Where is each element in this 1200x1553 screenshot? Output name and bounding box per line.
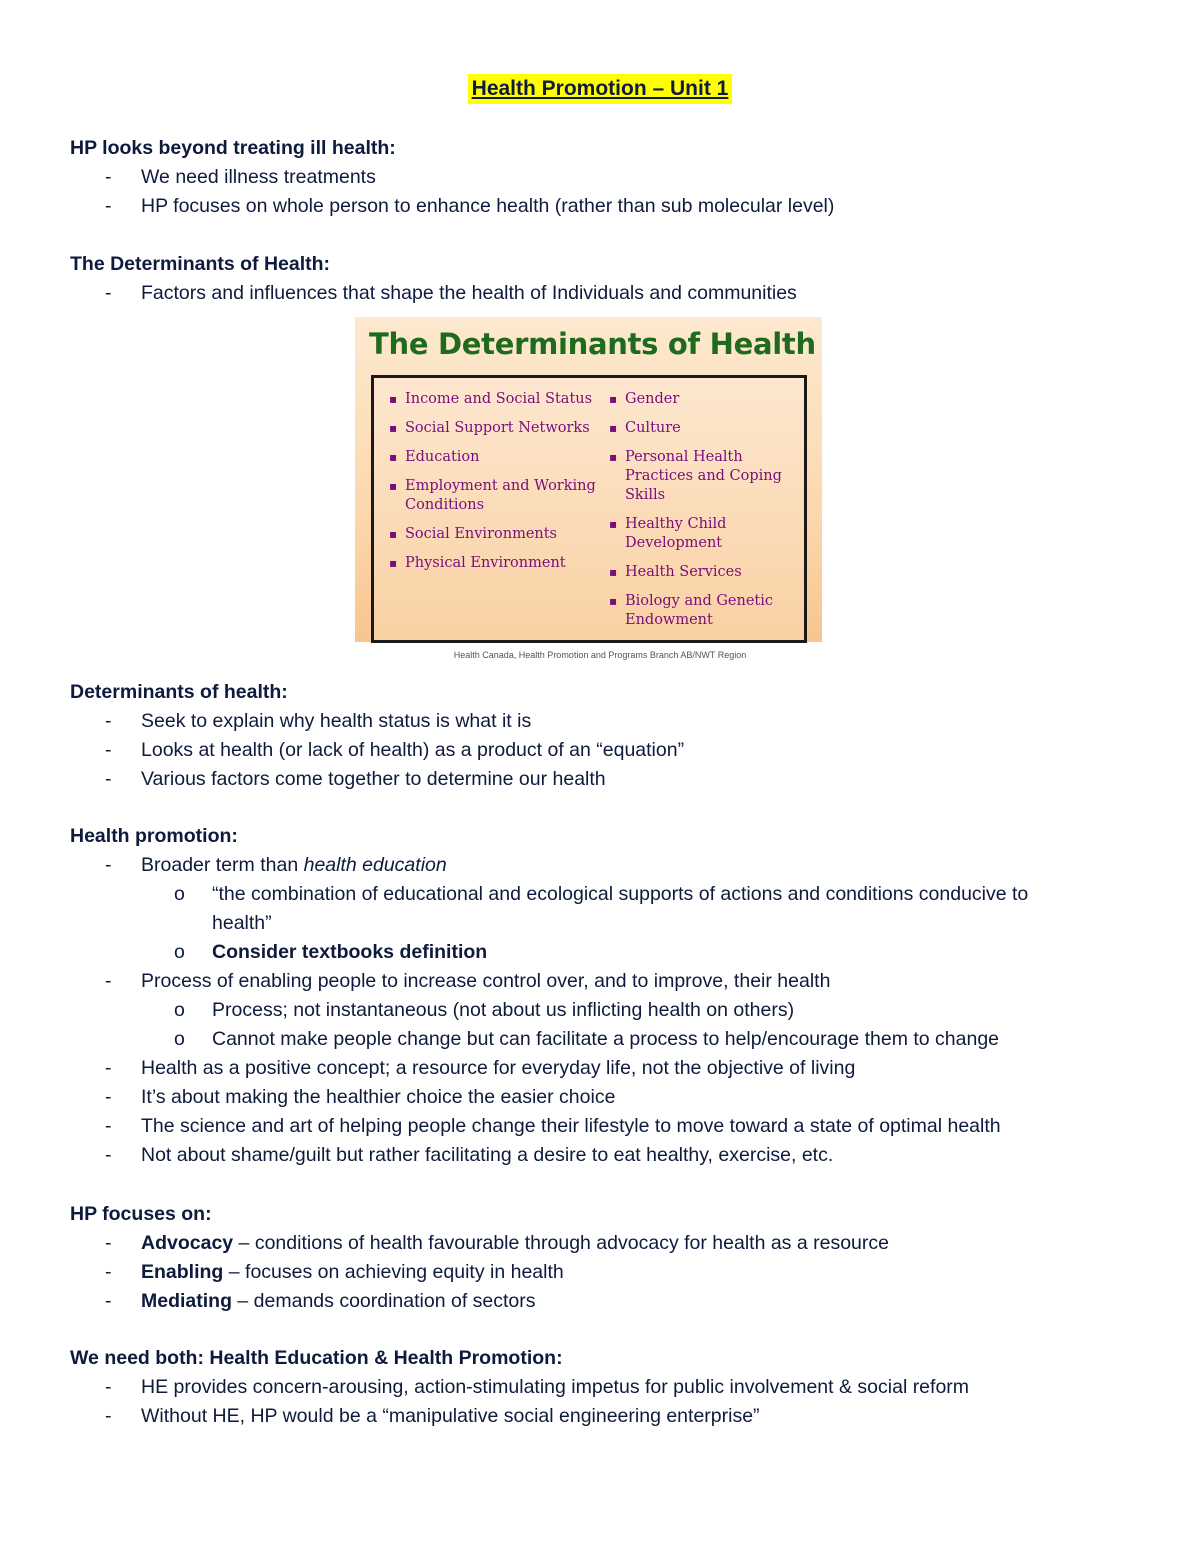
list-item: - Health as a positive concept; a resource for everyday life, not the objective of living: [105, 1057, 856, 1079]
list-item: - The science and art of helping people change their lifestyle to move toward a state of optimal health: [105, 1115, 1001, 1137]
bullet-icon: ▪: [389, 421, 398, 435]
list-item: - Process of enabling people to increase control over, and to improve, their health: [105, 970, 831, 992]
figure-item: ▪ Social Environments: [389, 526, 558, 542]
section-need-both: [70, 1344, 1150, 1431]
determinants-figure: [355, 317, 822, 642]
bullet-icon: ▪: [609, 392, 618, 406]
section-health-promotion: [70, 822, 1150, 1170]
bullet-icon: ▪: [609, 421, 618, 435]
bullet-icon: ▪: [609, 565, 618, 579]
bullet-icon: ▪: [389, 479, 398, 493]
list-item: - Enabling – focuses on achieving equity in health: [105, 1261, 564, 1283]
list-item: - We need illness treatments: [105, 166, 376, 188]
bullet-icon: ▪: [609, 517, 618, 531]
bullet-icon: ▪: [609, 450, 618, 464]
list-item: - Advocacy – conditions of health favourable through advocacy for health as a resource: [105, 1232, 889, 1254]
figure-item: ▪ Healthy Child Development: [609, 516, 727, 551]
page-title: Health Promotion – Unit 1: [468, 74, 733, 104]
list-item: - Broader term than health education: [105, 854, 447, 876]
section-determinants: [70, 250, 1150, 308]
list-item: - HP focuses on whole person to enhance health (rather than sub molecular level): [105, 195, 835, 217]
section-heading: HP focuses on:: [70, 1203, 212, 1225]
bullet-icon: ▪: [609, 594, 618, 608]
section-heading: Health promotion:: [70, 825, 238, 847]
bullet-icon: ▪: [389, 527, 398, 541]
section-heading: We need both: Health Education & Health Promotion:: [70, 1347, 563, 1369]
section-determinants-of-health: [70, 678, 1150, 794]
figure-item: ▪ Social Support Networks: [389, 420, 590, 436]
sub-list-item: o Consider textbooks definition: [174, 941, 488, 963]
section-heading: The Determinants of Health:: [70, 253, 331, 275]
section-hp-focuses: [70, 1200, 1150, 1316]
sub-list-item: o Process; not instantaneous (not about us inflicting health on others): [174, 999, 795, 1021]
section-heading: HP looks beyond treating ill health:: [70, 137, 396, 159]
figure-item: ▪ Biology and Genetic Endowment: [609, 593, 774, 628]
title-container: [0, 74, 1200, 104]
figure-title: The Determinants of Health: [369, 327, 816, 361]
section-heading: Determinants of health:: [70, 681, 288, 703]
sub-list-item-continuation: health”: [212, 912, 272, 934]
list-item: - Factors and influences that shape the health of Individuals and communities: [105, 282, 797, 304]
list-item: - Various factors come together to determine our health: [105, 768, 606, 790]
figure-item: ▪ Culture: [609, 420, 681, 436]
section-hp-beyond: [70, 134, 1150, 221]
bullet-icon: ▪: [389, 450, 398, 464]
figure-item: ▪ Personal Health Practices and Coping Skills: [609, 449, 782, 503]
figure-left-column: [386, 390, 598, 583]
list-item: - Without HE, HP would be a “manipulative social engineering enterprise”: [105, 1405, 760, 1427]
figure-item: ▪ Gender: [609, 391, 680, 407]
sub-list-item: o Cannot make people change but can facilitate a process to help/encourage them to change: [174, 1028, 1000, 1050]
list-item: - Not about shame/guilt but rather facilitating a desire to eat healthy, exercise, etc.: [105, 1144, 834, 1166]
figure-item: ▪ Employment and Working Conditions: [389, 478, 596, 513]
list-item: - Looks at health (or lack of health) as a product of an “equation”: [105, 739, 685, 761]
list-item: - HE provides concern-arousing, action-stimulating impetus for public involvement & social reform: [105, 1376, 970, 1398]
bullet-icon: ▪: [389, 392, 398, 406]
figure-box: [371, 375, 807, 643]
figure-item: ▪ Income and Social Status: [389, 391, 593, 407]
figure-item: ▪ Education: [389, 449, 480, 465]
list-item: - It’s about making the healthier choice the easier choice: [105, 1086, 616, 1108]
figure-caption: Health Canada, Health Promotion and Programs Branch AB/NWT Region: [453, 650, 747, 660]
list-item: - Mediating – demands coordination of sectors: [105, 1290, 536, 1312]
figure-right-column: [606, 390, 796, 640]
figure-item: ▪ Health Services: [609, 564, 742, 580]
list-item: - Seek to explain why health status is what it is: [105, 710, 532, 732]
bullet-icon: ▪: [389, 556, 398, 570]
figure-item: ▪ Physical Environment: [389, 555, 566, 571]
sub-list-item: o “the combination of educational and ecological supports of actions and conditions conducive to: [174, 883, 1029, 905]
